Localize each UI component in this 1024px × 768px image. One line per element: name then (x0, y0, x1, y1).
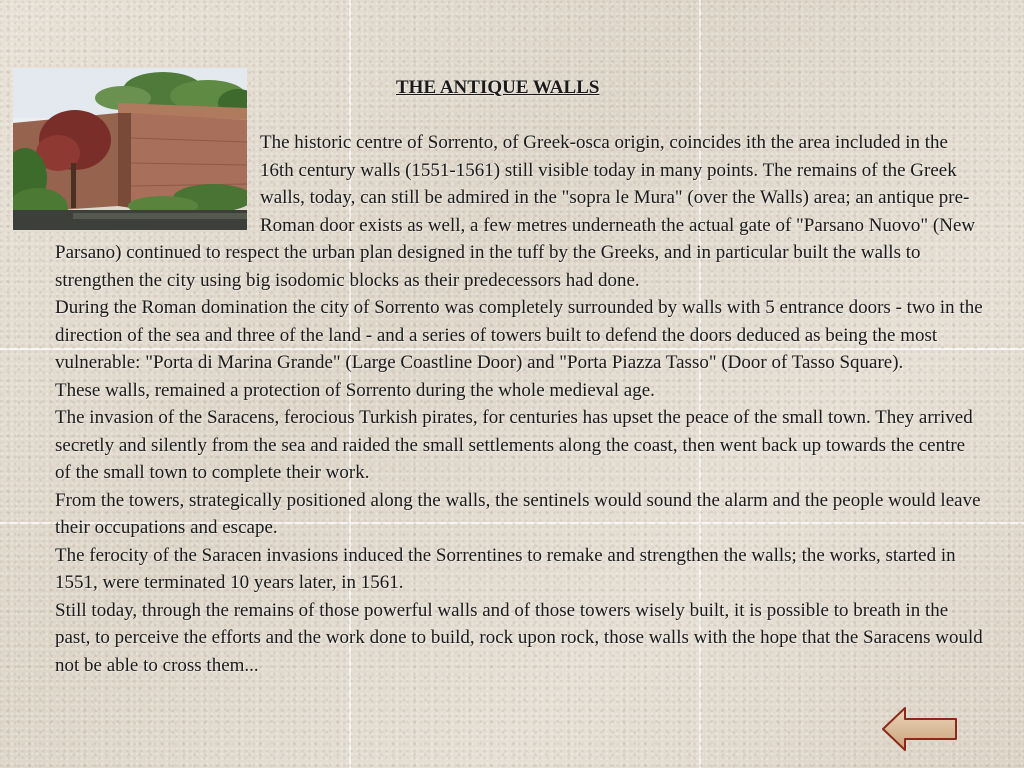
paragraph: From the towers, strategically positioned along the walls, the sentinels would sound the alarm and the people would leave their occupations and escape. (55, 489, 981, 538)
photo-spacer (55, 129, 260, 235)
paragraph: During the Roman domination the city of Sorrento was completely surrounded by walls with 5 entrance doors - two in the direction of the sea and three of the land - and a series of towers built to defend the doors deduced as being the most vulnerable: "Porta di Marina Grande" (Large Coastline Door) and "Porta Piazza Tasso" (Door of Tasso Square). (55, 297, 983, 373)
paragraph: The invasion of the Saracens, ferocious Turkish pirates, for centuries has upset the peace of the small town. They arrived secretly and silently from the sea and raided the small settlements along the coast, then went back up towards the centre of the small town to complete their work. (55, 407, 973, 483)
paragraph: The historic centre of Sorrento, of Greek-osca origin, coincides ith the area included in the 16th century walls (1551-1561) still visible today in many points. The remains of the Greek walls, today, can still be admired in the "sopra le Mura" (over the Walls) area; an antique pre-Roman door exists as well, a few metres underneath the actual gate of "Parsano Nuovo" (New Parsano) continued to respect the urban plan designed in the tuff by the Greeks, and in particular built the walls to strengthen the city using big isodomic blocks as their predecessors had done. (55, 132, 976, 291)
paragraph: Still today, through the remains of those powerful walls and of those towers wisely built, it is possible to breath in the past, to perceive the efforts and the work done to build, rock upon rock, those walls with the hope that the Saracens would not be able to cross them... (55, 599, 983, 676)
back-button[interactable] (881, 706, 959, 752)
article-body (55, 129, 985, 679)
left-arrow-icon (881, 706, 959, 752)
paragraph: These walls, remained a protection of Sorrento during the whole medieval age. (55, 379, 655, 401)
paragraph: The ferocity of the Saracen invasions induced the Sorrentines to remake and strengthen the walls; the works, started in 1551, were terminated 10 years later, in 1561. (55, 544, 956, 593)
page-title: THE ANTIQUE WALLS (396, 77, 600, 98)
